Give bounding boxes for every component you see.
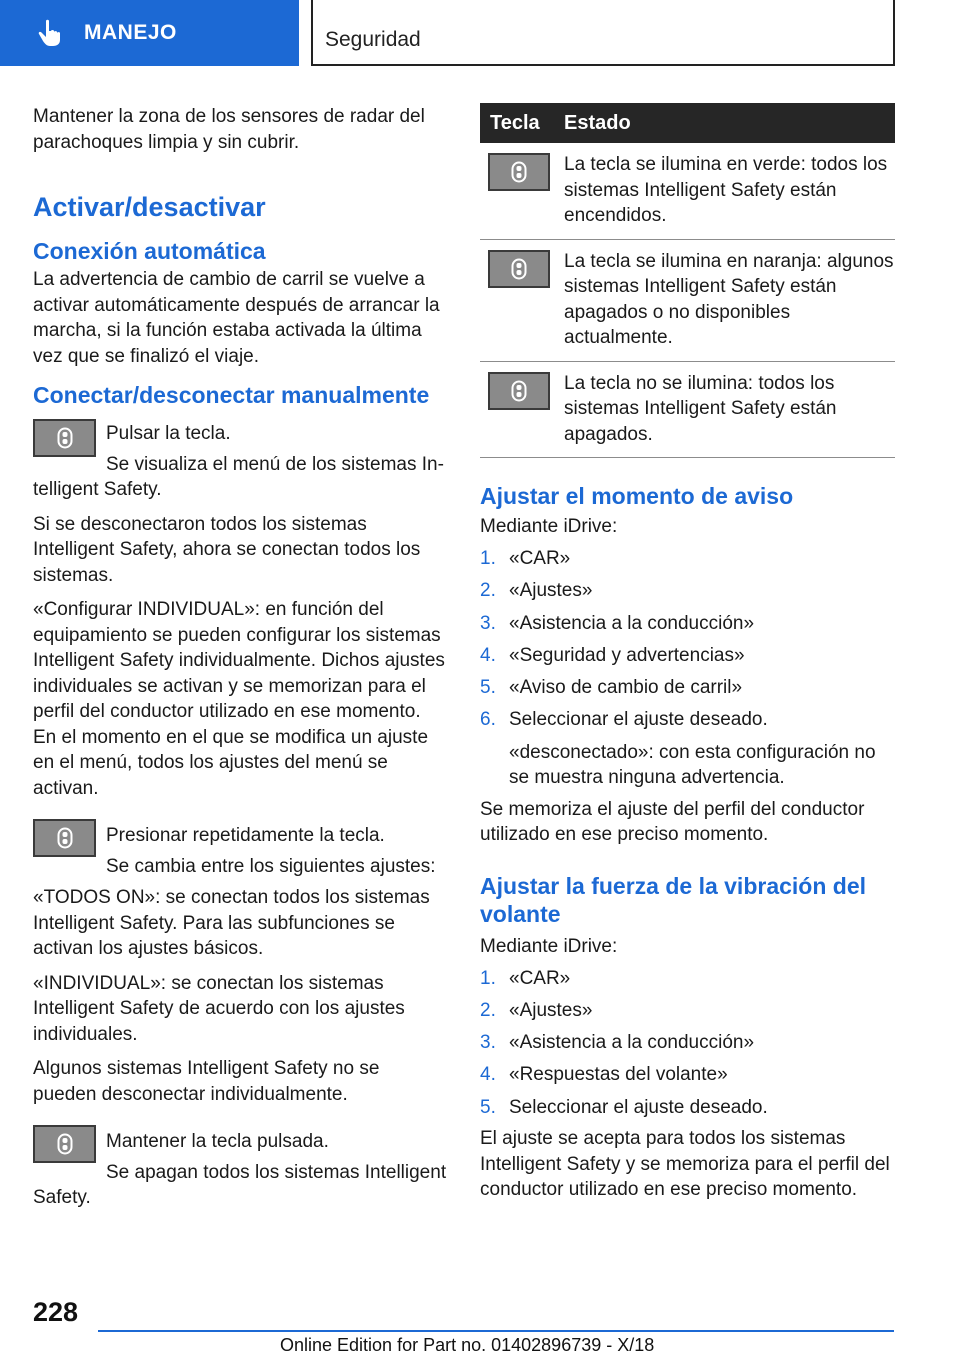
intelligent-safety-button-icon	[57, 427, 73, 449]
table-row	[480, 239, 895, 361]
key-row-hold	[33, 1129, 447, 1185]
heading-activate: Activar/desactivar	[33, 192, 266, 222]
key-state-table	[480, 103, 895, 458]
chapter-label: MANEJO	[84, 21, 177, 44]
key-row-press	[33, 421, 447, 477]
press-repeat-text: Presionar repetidamente la tecla.	[106, 825, 385, 846]
via-idrive-text: Mediante iDrive:	[480, 516, 618, 537]
configure-individual-text: «Configurar INDIVIDUAL»: en función del equipamiento se pueden configurar los sistemas Intelligent Safety individualmente. Dichos ajustes individuales se activan y se memorizan para el perfil del conductor utilizado en ese momento. En el momento en el que se modifica un ajuste en el menú, todos los ajustes del menú se activan.	[33, 599, 445, 799]
list-item: 4. «Seguridad y advertencias»	[480, 644, 745, 666]
disconnected-text: Si se desconectaron todos los sistemas Intelligent Safety, ahora se conectan todos los sistemas.	[33, 513, 421, 586]
menu-shown-text-b: telligent Safety.	[33, 479, 162, 500]
heading-warning-timing: Ajustar el momento de aviso	[480, 483, 794, 509]
individual-text: «INDIVIDUAL»: se conectan los sistemas Intelligent Safety de acuerdo con los ajustes individuales.	[33, 972, 405, 1045]
intelligent-safety-button-icon	[57, 1133, 73, 1155]
page-number: 228	[33, 1297, 79, 1327]
footer-rule	[98, 1330, 894, 1332]
list-item: 4. «Respuestas del volante»	[480, 1064, 728, 1086]
menu-shown-text-a: Se visualiza el menú de los sistemas In-	[106, 453, 444, 475]
list-item: 1. «CAR»	[480, 548, 571, 570]
header-frame-bottom	[311, 64, 895, 66]
table-row	[480, 361, 895, 458]
intelligent-safety-button[interactable]	[33, 1125, 96, 1163]
table-header-state: Estado	[560, 103, 895, 143]
right-column	[480, 103, 895, 1203]
intelligent-safety-button-icon	[511, 258, 527, 280]
section-title: Seguridad	[325, 28, 421, 51]
list-item: 3. «Asistencia a la conducción»	[480, 612, 755, 634]
table-cell-state: La tecla se ilumina en naranja: algunos sistemas Intelligent Safety están apagados o no disponibles actualmente.	[560, 239, 895, 361]
heading-manual-connect: Conectar/desconectar manualmente	[33, 382, 430, 408]
some-systems-text: Algunos sistemas Intelligent Safety no se pueden desconectar individualmente.	[33, 1058, 380, 1105]
intelligent-safety-button-icon	[57, 827, 73, 849]
intelligent-safety-button[interactable]	[33, 419, 96, 457]
list-item: 2. «Ajustes»	[480, 1000, 593, 1021]
intro-paragraph: Mantener la zona de los sensores de radar del parachoques limpia y sin cubrir.	[33, 106, 425, 153]
intelligent-safety-button-icon	[511, 380, 527, 402]
list-item: 2. «Ajustes»	[480, 580, 593, 602]
intelligent-safety-button-icon	[511, 161, 527, 183]
table-header-key: Tecla	[480, 103, 560, 143]
left-column	[33, 104, 447, 1211]
edition-text: Online Edition for Part no. 01402896739 - X/18	[280, 1335, 655, 1355]
heading-auto-connect: Conexión automática	[33, 238, 266, 264]
via-idrive-text: Mediante iDrive:	[480, 935, 618, 957]
all-off-text-b: Safety.	[33, 1187, 91, 1208]
intelligent-safety-button	[488, 372, 550, 410]
header-divider	[311, 0, 313, 66]
intelligent-safety-button	[488, 153, 550, 191]
all-on-text: «TODOS ON»: se conectan todos los sistemas Intelligent Safety. Para las subfunciones se activan los ajustes básicos.	[33, 887, 430, 959]
auto-connect-text: La advertencia de cambio de carril se vuelve a activar automáticamente después de arrancar la marcha, si la función estaba activada la última vez que se finalizó el viaje.	[33, 269, 440, 367]
press-key-text: Pulsar la tecla.	[106, 423, 231, 444]
steps-list-timing	[480, 546, 895, 732]
key-row-repeat	[33, 823, 447, 879]
table-cell-state: La tecla se ilumina en verde: todos los sistemas Intelligent Safety están encendidos.	[560, 143, 895, 239]
header-frame-right	[893, 0, 895, 66]
toggle-between-text: Se cambia entre los siguientes ajustes:	[106, 855, 436, 877]
intelligent-safety-button[interactable]	[33, 819, 96, 857]
table-row	[480, 143, 895, 239]
memorized-text: Se memoriza el ajuste del perfil del conductor utilizado en ese preciso momento.	[480, 798, 865, 846]
list-item: 5. «Aviso de cambio de carril»	[480, 676, 743, 698]
list-item: 5. Seleccionar el ajuste deseado.	[480, 1096, 768, 1118]
table-header-row	[480, 103, 895, 143]
heading-wheel-vibration: Ajustar la fuerza de la vibración del volante	[480, 872, 867, 927]
steps-list-vibration	[480, 966, 895, 1120]
list-item: 6. Seleccionar el ajuste deseado.	[480, 709, 768, 731]
intelligent-safety-button	[488, 250, 550, 288]
table-cell-state: La tecla no se ilumina: todos los sistemas Intelligent Safety están apagados.	[560, 361, 895, 458]
list-item: 3. «Asistencia a la conducción»	[480, 1032, 755, 1054]
chapter-tab[interactable]	[0, 0, 299, 66]
hold-key-text: Mantener la tecla pulsada.	[106, 1131, 329, 1152]
hand-pointer-icon	[36, 18, 66, 48]
list-item: 1. «CAR»	[480, 967, 571, 989]
disconnected-note: «desconectado»: con esta configuración no se muestra ninguna advertencia.	[509, 741, 876, 789]
accepted-text: El ajuste se acepta para todos los sistemas Intelligent Safety y se memoriza para el perfil del conductor utilizado en ese preciso momento.	[480, 1128, 890, 1201]
all-off-text-a: Se apagan todos los sistemas Intelligent	[106, 1161, 447, 1183]
